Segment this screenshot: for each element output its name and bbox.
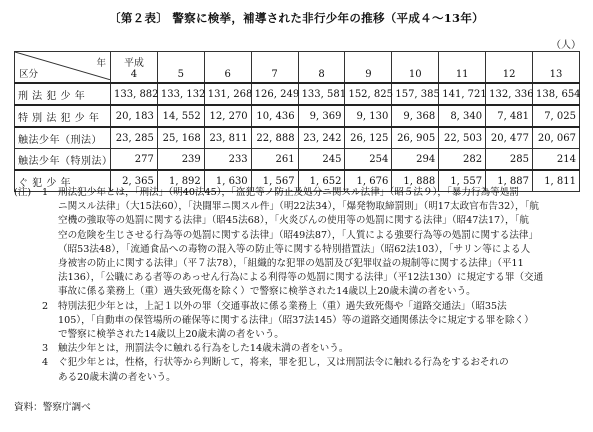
year-header: 13 xyxy=(533,52,580,84)
note-line: （昭53法48），「流通食品への毒物の混入等の防止等に関する特別措置法」（昭62法103），「サリン等による人 xyxy=(58,243,531,255)
data-table xyxy=(14,51,580,192)
table-cell: 1, 892 xyxy=(157,170,204,192)
year-header: 8 xyxy=(298,52,345,84)
table-cell: 20, 183 xyxy=(111,105,158,127)
note-line: 空機の強取等の処罰に関する法律」（昭45法68），「火炎びんの使用等の処罰に関する法律」（昭47法17），「航 xyxy=(58,215,529,227)
note-number: 4 xyxy=(42,357,49,369)
table-cell: 1, 676 xyxy=(345,170,392,192)
header-row xyxy=(15,52,580,84)
row-label: 刑 法 犯 少 年 xyxy=(15,83,111,105)
year-header: 6 xyxy=(204,52,251,84)
table-cell: 1, 557 xyxy=(439,170,486,192)
year-header: 5 xyxy=(157,52,204,84)
corner-year-label: 年 xyxy=(96,58,106,69)
note-line: ある20歳未満の者をいう。 xyxy=(58,371,176,383)
table-cell: 26, 125 xyxy=(345,127,392,149)
table-row xyxy=(15,83,580,105)
row-label: ぐ 犯 少 年 xyxy=(15,170,111,192)
corner-category-label: 区分 xyxy=(19,69,39,80)
table-cell: 22, 503 xyxy=(439,127,486,149)
table-cell: 133, 581 xyxy=(298,83,345,105)
table-cell: 1, 887 xyxy=(486,170,533,192)
table-cell: 1, 811 xyxy=(533,170,580,192)
year-header: 11 xyxy=(439,52,486,84)
note-number: 3 xyxy=(42,343,49,355)
table-cell: 7, 025 xyxy=(533,105,580,127)
note-line: 刑法犯少年とは，「刑法」（明40法45），「盗犯等ノ防止及処分ニ関スル法律」（昭５法９），「暴力行為等処罰 xyxy=(58,187,519,198)
row-label: 特 別 法 犯 少 年 xyxy=(15,105,111,127)
table-cell: 133, 132 xyxy=(157,83,204,105)
table-cell: 23, 811 xyxy=(204,127,251,149)
table-cell: 23, 242 xyxy=(298,127,345,149)
table-cell: 9, 369 xyxy=(298,105,345,127)
table-cell: 20, 067 xyxy=(533,127,580,149)
table-cell: 20, 477 xyxy=(486,127,533,149)
note-line: 105），「自動車の保管場所の確保等に関する法律」（昭37法145）等の道路交通関係法令に規定する罪を除く） xyxy=(58,314,534,326)
table-cell: 10, 436 xyxy=(251,105,298,127)
table-cell: 14, 552 xyxy=(157,105,204,127)
note-line: ぐ犯少年とは，性格，行状等から判断して，将来，罪を犯し，又は刑罰法令に触れる行為をするおそれの xyxy=(58,357,509,369)
note-item xyxy=(14,186,580,300)
year-header xyxy=(111,52,158,84)
notes-label: (注) xyxy=(14,187,32,198)
note-number: 2 xyxy=(42,300,49,312)
table-cell: 133, 882 xyxy=(111,83,158,105)
note-line: 身被害の防止に関する法律」（平７法78），「組織的な犯罪の処罰及び犯罪収益の規制等に関する法律」（平11 xyxy=(58,258,524,270)
table-cell: 152, 825 xyxy=(345,83,392,105)
table-cell: 1, 567 xyxy=(251,170,298,192)
note-line: 事故に係る業務上（重）過失致死傷を除く）で警察に検挙された14歳以上20歳未満の者をいう。 xyxy=(58,286,476,298)
table-cell: 126, 249 xyxy=(251,83,298,105)
table-row xyxy=(15,105,580,127)
unit-label: （人） xyxy=(551,40,581,51)
note-line: で警察に検挙された14歳以上20歳未満の者をいう。 xyxy=(58,329,284,341)
note-item xyxy=(14,300,580,343)
table-cell: 131, 268 xyxy=(204,83,251,105)
note-line: 空の危険を生じさせる行為等の処罰に関する法律」（昭49法87），「人質による強要行為等の処罰に関する法律」 xyxy=(58,229,539,241)
era-label: 平成 xyxy=(123,58,144,69)
year-header: 12 xyxy=(486,52,533,84)
table-title: 〔第２表〕 警察に検挙，補導された非行少年の推移（平成４～13年） xyxy=(109,11,484,25)
table-cell: 22, 888 xyxy=(251,127,298,149)
table-cell: 157, 385 xyxy=(392,83,439,105)
table-cell: 8, 340 xyxy=(439,105,486,127)
table-row xyxy=(15,127,580,149)
source-note: 資料：警察庁調べ xyxy=(14,402,91,413)
note-item xyxy=(14,342,580,356)
note-line: ニ関スル法律」（大15法60），「決闘罪ニ関スル件」（明22法34），「爆発物取締罰則」（明17太政官布告32），「航 xyxy=(58,201,539,213)
corner-cell xyxy=(15,52,111,84)
table-cell: 141, 721 xyxy=(439,83,486,105)
table-cell: 138, 654 xyxy=(533,83,580,105)
note-item xyxy=(14,356,580,384)
note-line: 特別法犯少年とは，上記１以外の罪（交通事故に係る業務上（重）過失致死傷や「道路交通法」（昭35法 xyxy=(58,300,507,312)
table-cell: 245 xyxy=(298,149,345,171)
table-cell: 2, 365 xyxy=(111,170,158,192)
table-cell: 254 xyxy=(345,149,392,171)
table-cell: 261 xyxy=(251,149,298,171)
table-cell: 9, 130 xyxy=(345,105,392,127)
table-cell: 285 xyxy=(486,149,533,171)
table-cell: 239 xyxy=(157,149,204,171)
table-cell: 214 xyxy=(533,149,580,171)
table-cell: 294 xyxy=(392,149,439,171)
note-line: 法136），「公職にある者等のあっせん行為による利得等の処罰に関する法律」（平12法130）に規定する罪（交通 xyxy=(58,272,544,284)
table-cell: 26, 905 xyxy=(392,127,439,149)
note-line: 触法少年とは，刑罰法令に触れる行為をした14歳未満の者をいう。 xyxy=(58,343,349,355)
table-cell: 1, 888 xyxy=(392,170,439,192)
table-cell: 7, 481 xyxy=(486,105,533,127)
table-cell: 12, 270 xyxy=(204,105,251,127)
year-header: 9 xyxy=(345,52,392,84)
row-label: 触法少年（特別法） xyxy=(15,149,111,171)
table-cell: 233 xyxy=(204,149,251,171)
table-cell: 23, 285 xyxy=(111,127,158,149)
table-cell: 132, 336 xyxy=(486,83,533,105)
note-number: 1 xyxy=(42,187,49,198)
table-cell: 1, 630 xyxy=(204,170,251,192)
notes-section xyxy=(14,186,580,385)
year-label: 4 xyxy=(130,69,138,80)
row-label: 触法少年（刑法） xyxy=(15,127,111,149)
table-cell: 277 xyxy=(111,149,158,171)
year-header: 7 xyxy=(251,52,298,84)
year-header: 10 xyxy=(392,52,439,84)
table-cell: 282 xyxy=(439,149,486,171)
table-cell: 1, 652 xyxy=(298,170,345,192)
table-row xyxy=(15,149,580,171)
table-cell: 9, 368 xyxy=(392,105,439,127)
table-cell: 25, 168 xyxy=(157,127,204,149)
